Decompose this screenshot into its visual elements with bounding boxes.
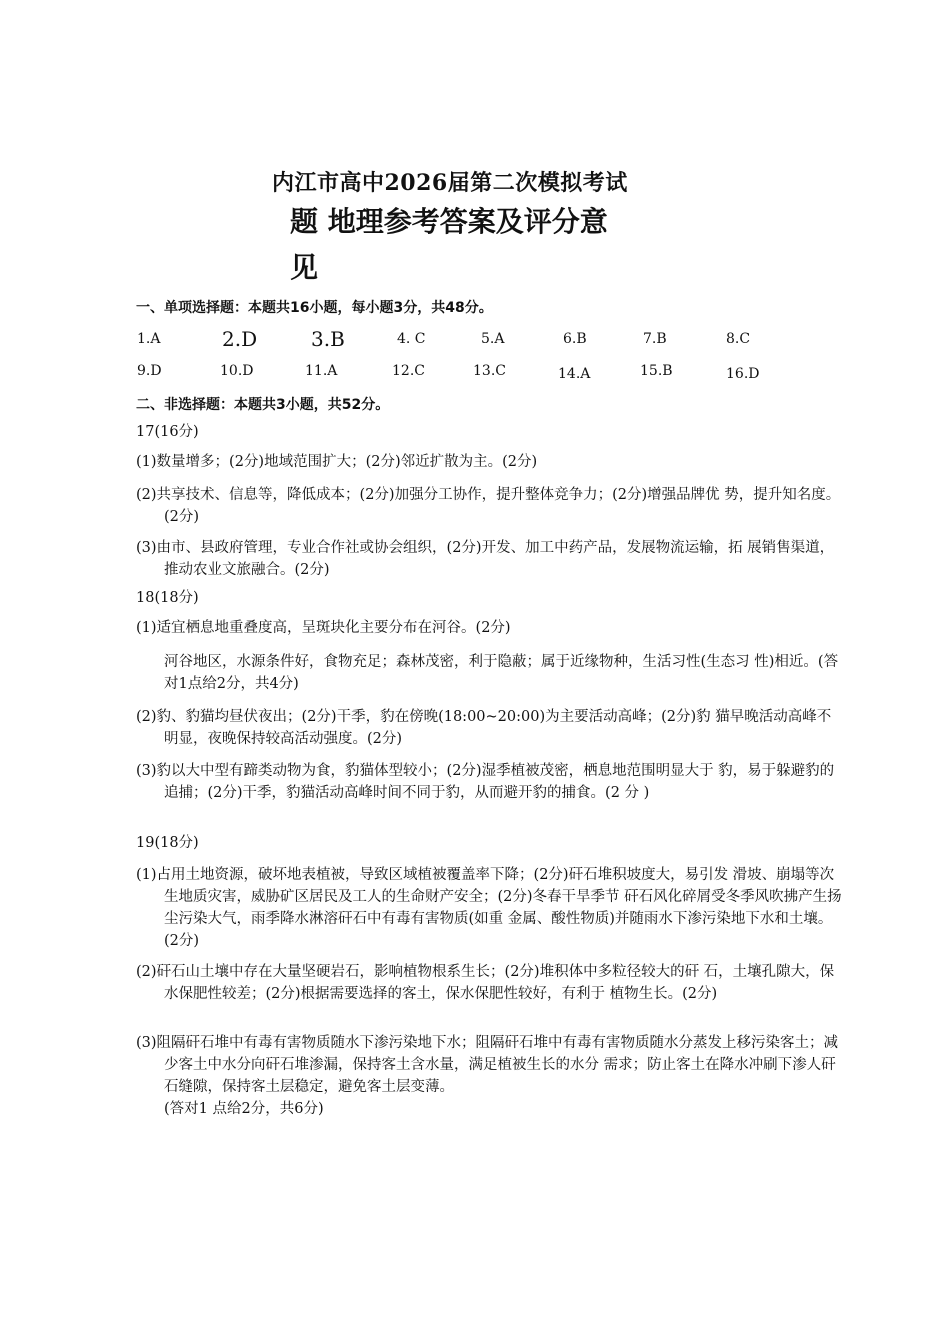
answer-1: 1.A	[137, 331, 161, 347]
answer-13: 13.C	[473, 363, 506, 379]
q17-answer-3: (3)由市、县政府管理，专业合作社或协会组织，(2分)开发、加工中药产品，发展物流运输，拓 展销售渠道，推动农业文旅融合。(2分)	[136, 540, 835, 578]
q18-answer-1: (1)适宜栖息地重叠度高，呈斑块化主要分布在河谷。(2分)	[136, 620, 511, 636]
answer-10: 10.D	[220, 363, 254, 379]
q17-answer-1: (1)数量增多；(2分)地域范围扩大；(2分)邻近扩散为主。(2分)	[136, 454, 538, 470]
answer-11: 11.A	[305, 363, 338, 379]
answer-15: 15.B	[640, 363, 673, 379]
answer-16: 16.D	[726, 366, 760, 382]
answer-14: 14.A	[558, 366, 591, 382]
q18-answer-3: (3)豹以大中型有蹄类动物为食，豹猫体型较小；(2分)湿季植被茂密，栖息地范围明显大于 豹，易于躲避豹的追捕；(2分)干季，豹猫活动高峰时间不同于豹，从而避开豹的捕食。(2 分 )	[136, 763, 835, 801]
section2-heading: 二、非选择题：本题共3小题，共52分。	[136, 397, 390, 413]
answer-6: 6.B	[563, 331, 587, 347]
doc-title-line2: 题 地理参考答案及评分意	[290, 205, 608, 238]
section1-heading: 一、单项选择题：本题共16小题，每小题3分，共48分。	[136, 300, 493, 316]
answer-3: 3.B	[311, 327, 345, 351]
doc-title-line1: 内江市高中2026届第二次模拟考试	[272, 170, 628, 196]
answer-8: 8.C	[726, 331, 751, 347]
answer-2: 2.D	[222, 327, 258, 351]
answer-7: 7.B	[643, 331, 667, 347]
q19-label: 19(18分)	[136, 835, 199, 851]
q18-label: 18(18分)	[136, 590, 199, 606]
answer-9: 9.D	[137, 363, 162, 379]
q18-answer-1b: 河谷地区，水源条件好，食物充足；森林茂密，利于隐蔽；属于近缘物种，生活习性(生态习 性)相近。(答对1点给2分，共4分)	[164, 654, 839, 692]
q18-answer-2: (2)豹、豹猫均昼伏夜出；(2分)干季，豹在傍晚(18:00~20:00)为主要活动高峰；(2分)豹 猫早晚活动高峰不明显，夜晚保持较高活动强度。(2分)	[136, 709, 832, 747]
answer-5: 5.A	[481, 331, 505, 347]
q17-label: 17(16分)	[136, 424, 199, 440]
answer-12: 12.C	[392, 363, 425, 379]
q19-answer-2: (2)矸石山土壤中存在大量坚硬岩石，影响植物根系生长；(2分)堆积体中多粒径较大的矸 石，土壤孔隙大，保水保肥性较差；(2分)根据需要选择的客土，保水保肥性较好，有利于 植物生长。(2分)	[136, 964, 835, 1002]
answer-4: 4. C	[397, 331, 426, 347]
doc-title-line3: 见	[290, 251, 319, 284]
q17-answer-2: (2)共享技术、信息等，降低成本；(2分)加强分工协作，提升整体竞争力；(2分)增强品牌优 势，提升知名度。(2分)	[136, 487, 841, 525]
q19-answer-3: (3)阻隔矸石堆中有毒有害物质随水下渗污染地下水；阻隔矸石堆中有毒有害物质随水分蒸发上移污染客土；减少客土中水分向矸石堆渗漏，保持客土含水量，满足植被生长的水分 需求；防止客土在降水冲刷下渗人矸石缝隙，保持客土层稳定，避免客土层变薄。	[136, 1035, 839, 1095]
q19-answer-3b: (答对1 点给2分，共6分)	[164, 1101, 324, 1117]
q19-answer-1: (1)占用土地资源，破坏地表植被，导致区域植被覆盖率下降；(2分)矸石堆积坡度大，易引发 滑坡、崩塌等次生地质灾害，威胁矿区居民及工人的生命财产安全；(2分)冬春干旱季节 矸石风化碎屑受冬季风吹拂产生扬尘污染大气，雨季降水淋溶矸石中有毒有害物质(如重 金属、酸性物质)并随雨水下渗污染地下水和土壤。(2分)	[136, 867, 842, 949]
